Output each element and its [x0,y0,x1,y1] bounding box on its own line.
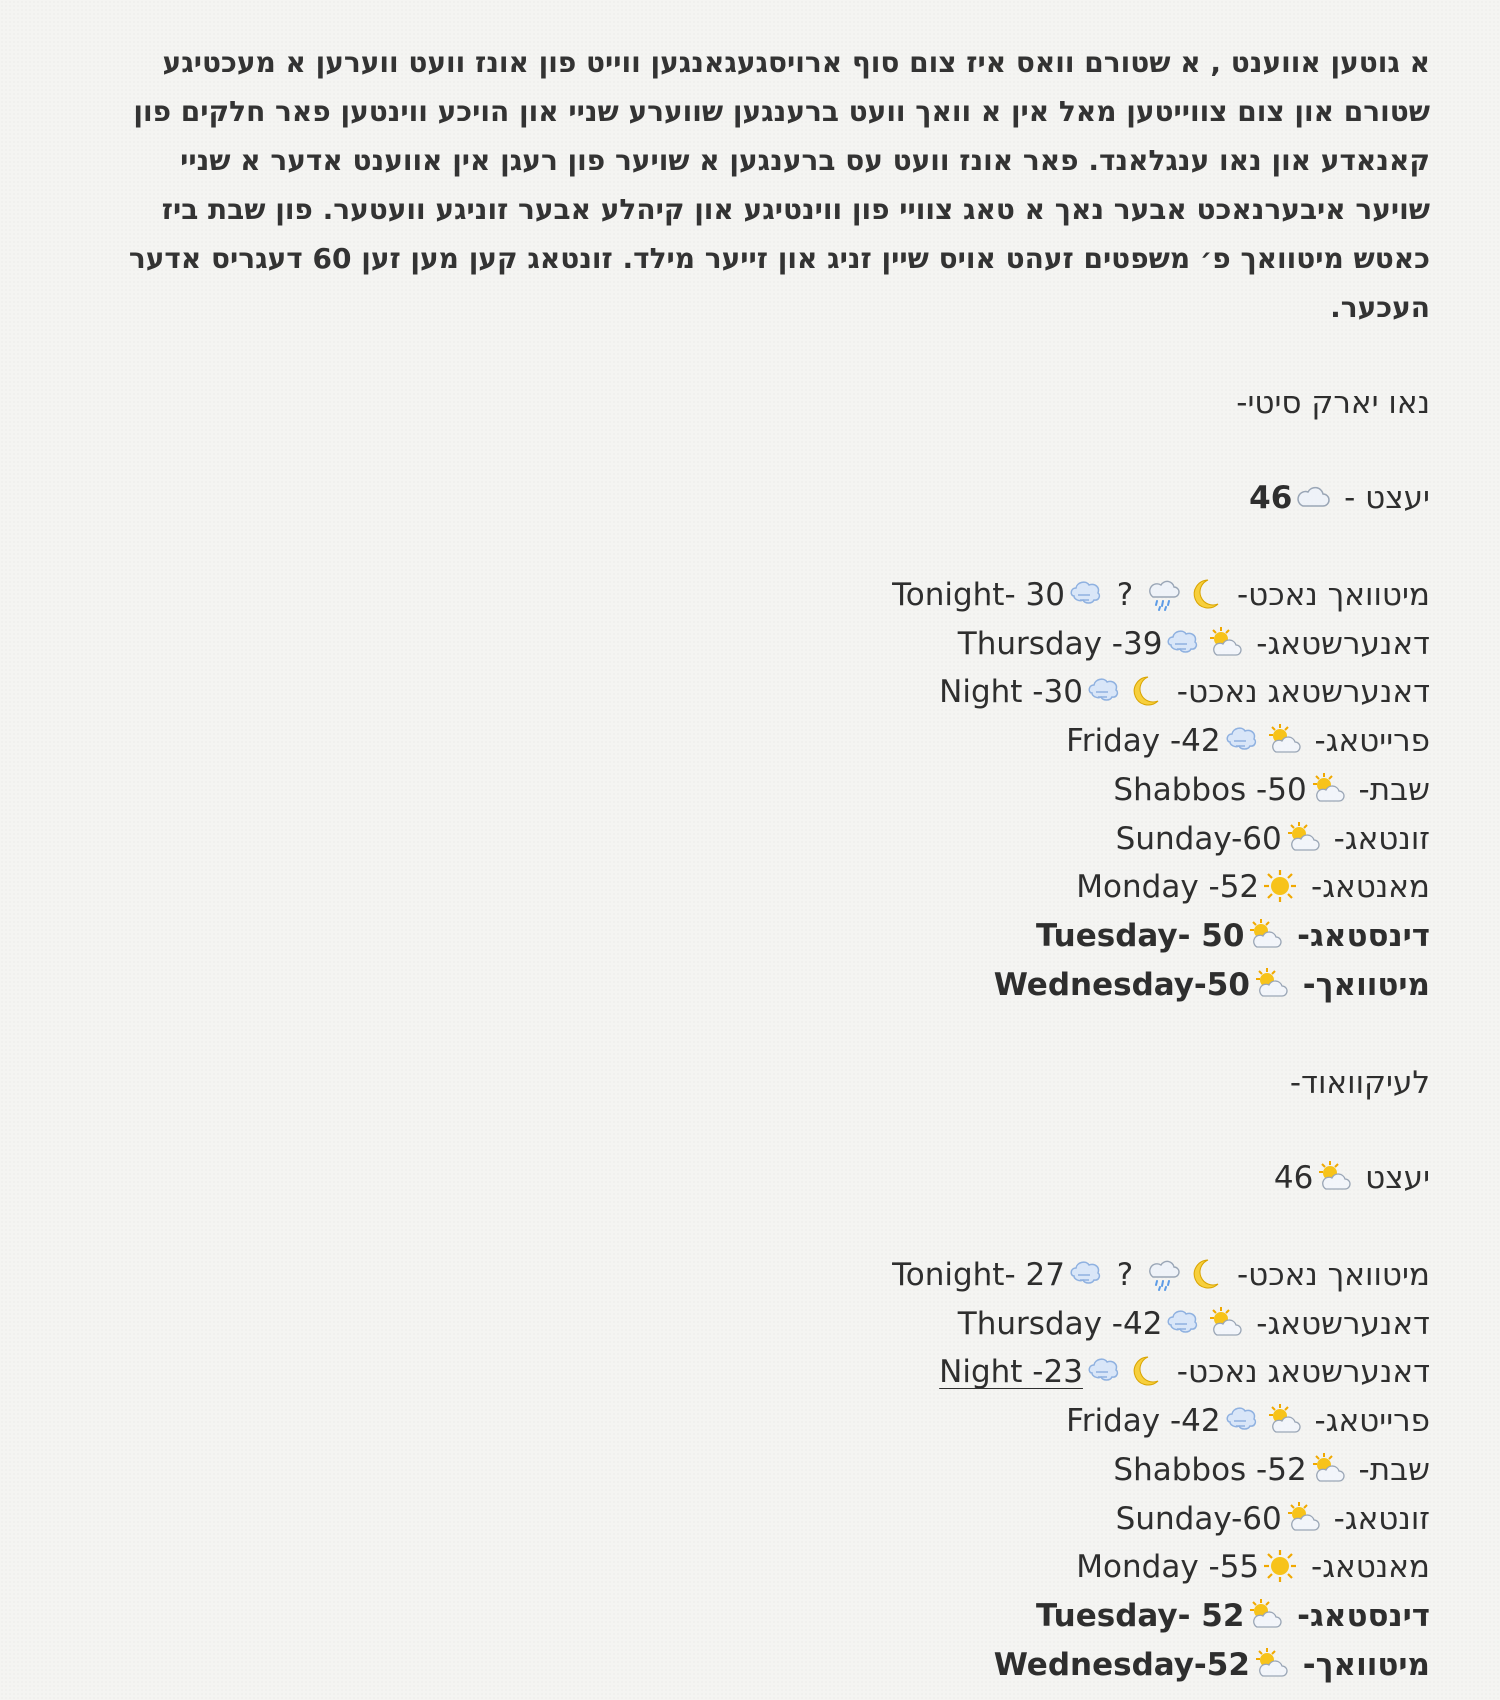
forecast-row [958,1304,1430,1344]
day-label-yiddish: דינסטאג- [1286,917,1430,954]
wind-icon [1068,1256,1104,1292]
wind-icon [1224,722,1260,758]
partly-sunny-icon [1247,917,1283,953]
day-label-yiddish: דאנערשטאג- [1246,1305,1430,1342]
intro-paragraph: א גוטען אווענט , א שטורם וואס איז צום סוף ארויסגעגאנגען ווייט פון אונז וועט ווערען א מעכטיגע שטורם און צום צווייטען מאל אין א וואך וועט ברענגען שווערע שניי און הויכע ווינטען פאר חלקים פון קאנאדע און נאו ענגלאנד. פאר אונז וועט עס ברענגען א שויער פון רעגן אין אווענט אדער א שניי שויער איבערנאכט אבער נאך א טאג צוויי פון ווינטיגע און קיהלע אבער זוניגע וועטער. פון שבת ביז כאטש מיטוואך פ׳ משפטים זעהט אויס שיין זניג און זייער מילד. זונטאג קען מען זען 60 דעגריס אדער העכער. [128,46,1430,324]
day-forecast-value: Friday -42 [1066,723,1221,760]
day-forecast-value: Shabbos -50 [1113,771,1307,808]
day-label-yiddish: מיטוואך נאכט- [1227,1257,1430,1293]
question-mark: ? [1106,1257,1144,1293]
day-forecast-value: Tuesday- 52 [1035,1597,1245,1634]
partly-sunny-icon [1207,1305,1243,1341]
forecast-row [1116,819,1430,859]
day-label-yiddish: מיטוואך נאכט- [1227,577,1430,613]
wind-icon [1086,1353,1122,1389]
forecast-row [1116,1499,1430,1539]
forecast-row [994,965,1430,1005]
partly-sunny-icon [1266,722,1302,758]
day-label-yiddish: זונטאג- [1323,1500,1430,1537]
day-forecast-value: Tonight- 30 [892,577,1065,613]
moon-icon [1188,1256,1224,1292]
moon-icon [1128,1353,1164,1389]
day-forecast-value: Monday -52 [1076,869,1260,906]
wind-icon [1224,1402,1260,1438]
now-label: יעצט - [1334,480,1430,516]
now-temperature: 46 [1273,1160,1314,1196]
forecast-row [939,1352,1430,1392]
day-label-yiddish: דינסטאג- [1286,1597,1430,1634]
day-label-yiddish: מאנטאג- [1301,869,1430,906]
forecast-row [1066,721,1430,761]
partly-sunny-icon [1253,966,1289,1002]
day-label-yiddish: מאנטאג- [1301,1549,1430,1586]
now-label: יעצט [1355,1160,1430,1196]
day-forecast-value: Night -30 [939,674,1083,711]
day-forecast-value: Wednesday-50 [993,966,1250,1003]
partly-sunny-icon [1285,1500,1321,1536]
forecast-row [1113,770,1430,810]
day-label-yiddish: דאנערשטאג נאכט- [1166,1354,1430,1391]
day-label-yiddish: מיטוואך- [1291,1646,1430,1683]
rain-cloud-icon [1146,1256,1182,1292]
day-label-yiddish: זונטאג- [1323,820,1430,857]
now-temperature: 46 [1249,480,1293,516]
day-label-yiddish: מיטוואך- [1291,966,1430,1003]
partly-sunny-icon [1207,625,1243,661]
wind-icon [1068,576,1104,612]
day-forecast-value: Sunday-60 [1115,1500,1282,1537]
partly-sunny-icon [1247,1597,1283,1633]
forecast-row [939,672,1430,712]
day-forecast-value: Sunday-60 [1115,820,1282,857]
forecast-row [1113,1450,1430,1490]
day-forecast-value: Wednesday-52 [993,1646,1250,1683]
day-forecast-value: Monday -55 [1076,1549,1260,1586]
wind-icon [1165,1305,1201,1341]
cloud-icon [1295,479,1331,515]
forecast-row [1076,867,1430,907]
wind-icon [1165,625,1201,661]
partly-sunny-icon [1253,1646,1289,1682]
partly-sunny-icon [1310,771,1346,807]
day-forecast-value: Tonight- 27 [892,1257,1065,1293]
rain-cloud-icon [1146,576,1182,612]
moon-icon [1188,576,1224,612]
day-label-yiddish: דאנערשטאג- [1246,625,1430,662]
partly-sunny-icon [1316,1159,1352,1195]
sun-icon [1262,868,1298,904]
day-label-yiddish: דאנערשטאג נאכט- [1166,674,1430,711]
day-forecast-value: Shabbos -52 [1113,1451,1307,1488]
day-label-yiddish: שבת- [1348,1451,1430,1488]
day-forecast-value: Tuesday- 50 [1035,917,1245,954]
moon-icon [1128,673,1164,709]
section-title: לעיקוואוד- [1289,1065,1430,1101]
question-mark: ? [1106,577,1144,613]
now-row [1274,1158,1430,1198]
day-label-yiddish: פרייטאג- [1304,723,1430,760]
wind-icon [1086,673,1122,709]
day-forecast-value: Friday -42 [1066,1403,1221,1440]
partly-sunny-icon [1285,820,1321,856]
forecast-row [958,624,1430,664]
partly-sunny-icon [1310,1451,1346,1487]
forecast-row [892,1255,1430,1295]
day-label-yiddish: פרייטאג- [1304,1403,1430,1440]
day-forecast-value: Thursday -42 [957,1305,1163,1342]
partly-sunny-icon [1266,1402,1302,1438]
day-forecast-value: Thursday -39 [957,625,1163,662]
sun-icon [1262,1548,1298,1584]
forecast-row [1076,1547,1430,1587]
now-row [1249,478,1430,518]
forecast-row [1036,916,1430,956]
forecast-row [1066,1401,1430,1441]
day-forecast-value: Night -23 [939,1354,1083,1391]
section-title: נאו יארק סיטי- [1236,385,1430,421]
forecast-row [994,1645,1430,1685]
day-label-yiddish: שבת- [1348,771,1430,808]
forecast-row [892,575,1430,615]
forecast-row [1036,1596,1430,1636]
